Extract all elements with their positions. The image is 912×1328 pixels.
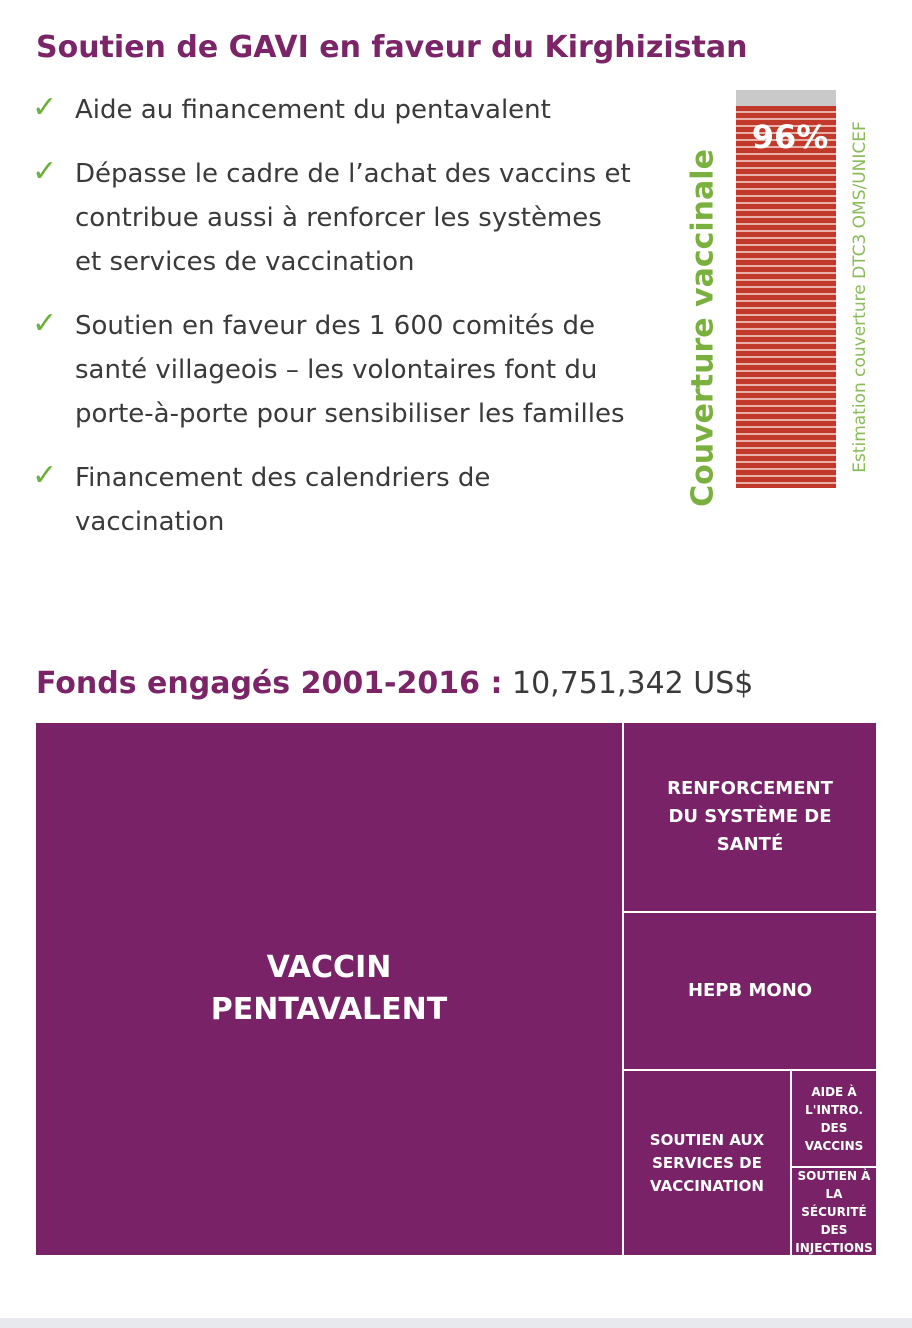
list-item-text: Dépasse le cadre de l’achat des vaccins et contribue aussi à renforcer les systèmes et services de vaccination <box>75 159 631 277</box>
funding-treemap <box>36 723 876 1255</box>
list-item <box>32 304 632 436</box>
treemap-cell-label: HEPB MONO <box>687 980 813 1001</box>
list-item <box>32 152 632 284</box>
check-icon: ✓ <box>32 306 58 341</box>
treemap-cell <box>36 723 622 1255</box>
treemap-cell-label: SOUTIEN AUX SERVICES DE VACCINATION <box>649 1130 765 1195</box>
treemap-cell <box>790 1069 876 1166</box>
coverage-bar-fill <box>736 106 836 488</box>
page-title: Soutien de GAVI en faveur du Kirghizistan <box>36 30 748 65</box>
coverage-label: Couverture vaccinale <box>685 149 721 507</box>
check-icon: ✓ <box>32 154 58 189</box>
funds-committed <box>36 666 753 701</box>
check-icon: ✓ <box>32 458 58 493</box>
list-item <box>32 88 632 132</box>
check-icon: ✓ <box>32 90 58 125</box>
treemap-cell <box>622 1069 790 1255</box>
treemap-cell <box>622 911 876 1069</box>
treemap-cell-label: RENFORCEMENT DU SYSTÈME DE SANTÉ <box>667 778 833 855</box>
funds-value: 10,751,342 US$ <box>512 666 754 701</box>
treemap-cell <box>622 723 876 911</box>
support-list <box>32 88 632 564</box>
list-item <box>32 456 632 544</box>
treemap-cell-label: SOUTIEN À LA SÉCURITÉ DES INJECTIONS <box>795 1168 873 1255</box>
treemap-cell-label: AIDE À L'INTRO. DES VACCINS <box>804 1084 864 1153</box>
list-item-text: Aide au financement du pentavalent <box>75 95 551 125</box>
coverage-source: Estimation couverture DTC3 OMS/UNICEF <box>850 121 870 473</box>
treemap-cell <box>790 1166 876 1255</box>
coverage-value: 96% <box>751 118 829 156</box>
list-item-text: Financement des calendriers de vaccination <box>75 463 491 537</box>
list-item-text: Soutien en faveur des 1 600 comités de santé villageois – les volontaires font du porte-à-porte pour sensibiliser les familles <box>75 311 625 429</box>
funds-label: Fonds engagés 2001-2016 : <box>36 666 503 701</box>
footer-strip <box>0 1318 912 1328</box>
treemap-cell-label: VACCIN PENTAVALENT <box>210 950 448 1027</box>
